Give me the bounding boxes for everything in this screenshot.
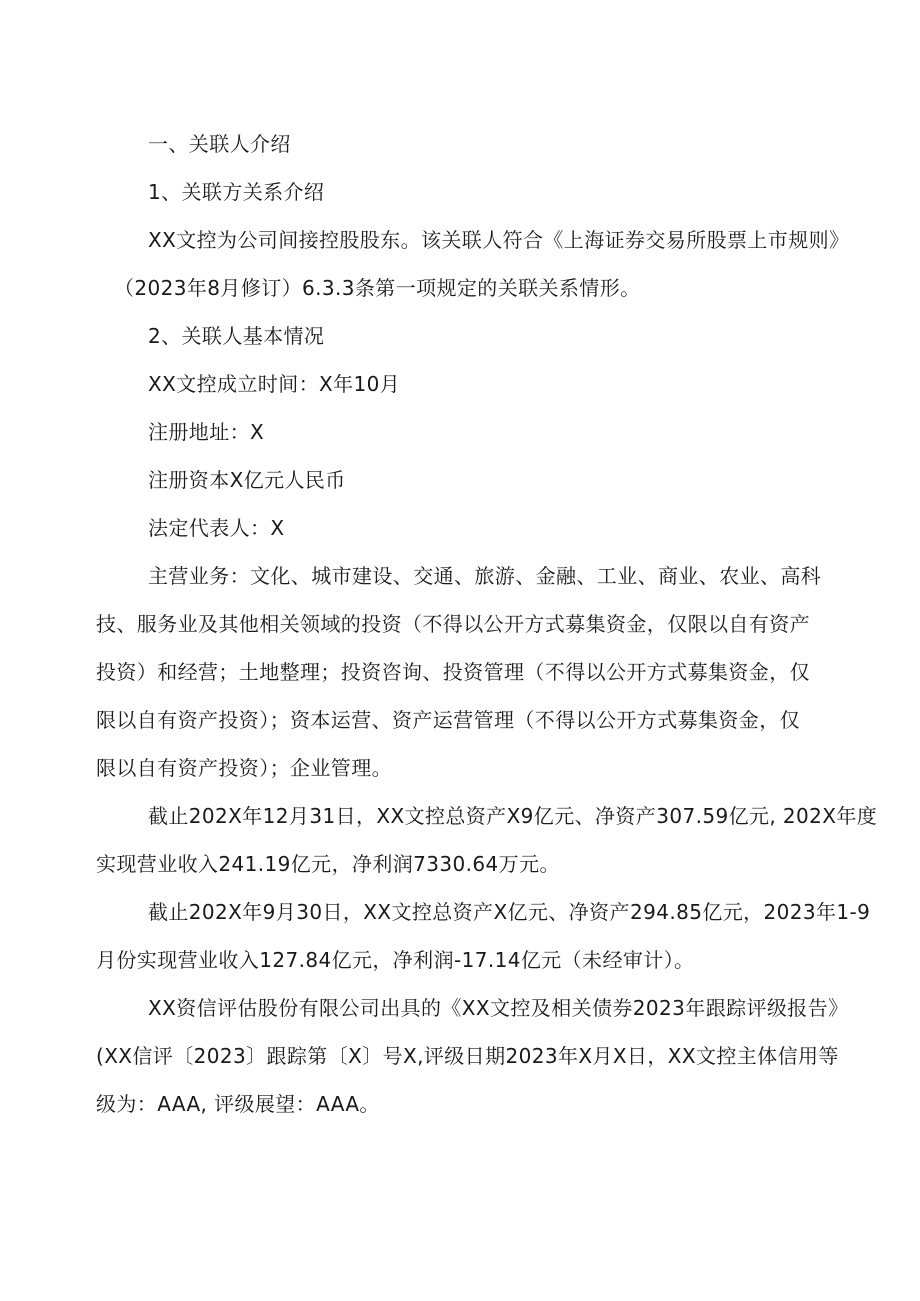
financial-interim-line: 截止202X年9月30日，XX文控总资产X亿元、净资产294.85亿元，2023年1-9 xyxy=(148,900,871,924)
relationship-paragraph-line: XX文控为公司间接控股股东。该关联人符合《上海证券交易所股票上市规则》 xyxy=(148,228,850,252)
financial-annual-line: 截止202X年12月31日，XX文控总资产X9亿元、净资产307.59亿元, 202X年度 xyxy=(148,804,878,828)
credit-rating-line: 级为：AAA, 评级展望：AAA。 xyxy=(96,1092,380,1116)
subsection-heading-basic-info: 2、关联人基本情况 xyxy=(148,324,325,348)
credit-rating-line: (XX信评〔2023〕跟踪第〔X〕号X,评级日期2023年X月X日，XX文控主体信用等 xyxy=(96,1044,839,1068)
business-scope-line: 主营业务：文化、城市建设、交通、旅游、金融、工业、商业、农业、高科 xyxy=(148,564,822,588)
registered-capital: 注册资本X亿元人民币 xyxy=(148,468,346,492)
financial-annual-line: 实现营业收入241.19亿元，净利润7330.64万元。 xyxy=(96,852,560,876)
credit-rating-line: XX资信评估股份有限公司出具的《XX文控及相关债券2023年跟踪评级报告》 xyxy=(148,996,849,1020)
section-heading: 一、关联人介绍 xyxy=(148,132,291,156)
legal-representative: 法定代表人：X xyxy=(148,516,285,540)
established-date: XX文控成立时间：X年10月 xyxy=(148,372,401,396)
subsection-heading-relationship: 1、关联方关系介绍 xyxy=(148,180,325,204)
business-scope-line: 限以自有资产投资）；企业管理。 xyxy=(96,756,392,780)
business-scope-line: 技、服务业及其他相关领域的投资（不得以公开方式募集资金，仅限以自有资产 xyxy=(96,612,810,636)
registered-address: 注册地址：X xyxy=(148,420,265,444)
relationship-paragraph-line: （2023年8月修订）6.3.3条第一项规定的关联关系情形。 xyxy=(114,276,641,300)
document-body xyxy=(96,127,878,1121)
financial-interim-line: 月份实现营业收入127.84亿元，净利润-17.14亿元（未经审计）。 xyxy=(96,948,695,972)
business-scope-line: 限以自有资产投资）；资本运营、资产运营管理（不得以公开方式募集资金，仅 xyxy=(96,708,800,732)
business-scope-line: 投资）和经营；土地整理；投资咨询、投资管理（不得以公开方式募集资金，仅 xyxy=(96,660,810,684)
